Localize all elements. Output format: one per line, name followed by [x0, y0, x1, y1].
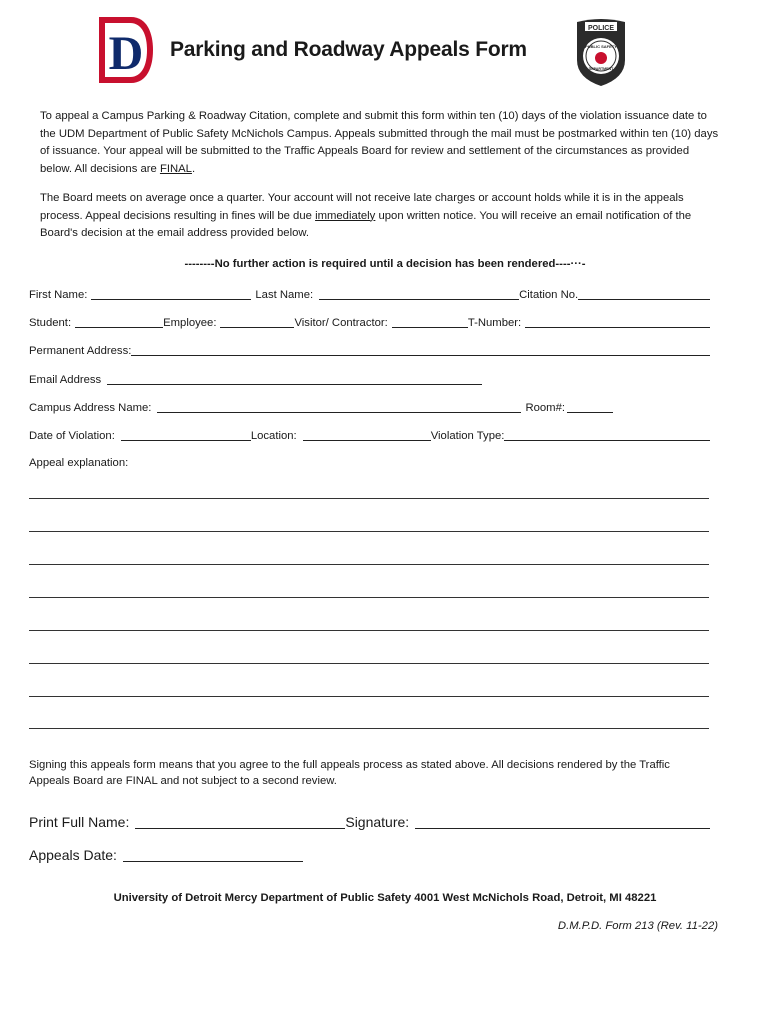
appeal-explanation-line[interactable] [29, 630, 709, 631]
student-field[interactable] [75, 327, 163, 328]
citation-no-field[interactable] [578, 299, 710, 300]
student-label: Student: [29, 317, 72, 329]
citation-no-label: Citation No. [519, 289, 579, 301]
appeal-explanation-line[interactable] [29, 531, 709, 532]
row-signature [29, 814, 710, 831]
location-label: Location: [250, 430, 297, 442]
appeal-explanation-line[interactable] [29, 728, 709, 729]
final-emphasis: FINAL [159, 162, 192, 175]
svg-text:PUBLIC SAFETY: PUBLIC SAFETY [585, 44, 617, 49]
campus-address-field[interactable] [157, 412, 521, 413]
print-name-label: Print Full Name: [29, 814, 130, 830]
permanent-address-field[interactable] [131, 355, 710, 356]
violation-type-field[interactable] [504, 440, 710, 441]
campus-address-label: Campus Address Name: [29, 402, 152, 414]
signature-label: Signature: [345, 814, 410, 830]
t-number-label: T-Number: [467, 317, 522, 329]
employee-label: Employee: [163, 317, 217, 329]
agreement-text: Signing this appeals form means that you agree to the full appeals process as stated above. All decisions rendered by the Traffic Appeals Board are FINAL and not subject to a second review. [29, 759, 670, 787]
page-title: Parking and Roadway Appeals Form [170, 38, 527, 61]
appeal-explanation-label: Appeal explanation: [29, 457, 129, 469]
row-appeals-date [29, 847, 710, 864]
violation-type-label: Violation Type: [430, 430, 505, 442]
intro-paragraph-1: To appeal a Campus Parking & Roadway Citation, complete and submit this form within ten (10) days of the violation issuance date to the UDM Department of Public Safety McNichols Campus. Appeals submitted through the mail must be postmarked within ten (10) days of issuance. Your appeal will be submitted to the Traffic Appeals Board for review and settlement of the circumstances as provided below. All decisions are FINAL. [40, 110, 719, 175]
form-number: D.M.P.D. Form 213 (Rev. 11-22) [557, 920, 718, 932]
row-name-citation [29, 286, 710, 302]
email-field[interactable] [107, 384, 482, 385]
email-label: Email Address [29, 374, 102, 386]
location-field[interactable] [303, 440, 431, 441]
last-name-label: Last Name: [255, 289, 314, 301]
university-logo [97, 15, 155, 85]
appeal-explanation-line[interactable] [29, 498, 709, 499]
svg-text:DEPARTMENT: DEPARTMENT [588, 67, 614, 71]
visitor-field[interactable] [392, 327, 468, 328]
appeal-explanation-line[interactable] [29, 663, 709, 664]
immediately-emphasis: immediately [315, 209, 376, 222]
row-email [29, 371, 710, 387]
room-field[interactable] [567, 412, 613, 413]
first-name-label: First Name: [29, 289, 88, 301]
visitor-label: Visitor/ Contractor: [294, 317, 388, 329]
date-of-violation-label: Date of Violation: [29, 430, 115, 442]
row-permanent-address [29, 342, 710, 358]
date-of-violation-field[interactable] [121, 440, 251, 441]
row-violation [29, 427, 710, 443]
print-name-field[interactable] [135, 828, 345, 829]
permanent-address-label: Permanent Address: [29, 345, 132, 357]
logo-letter: D [108, 27, 144, 80]
footer-address: University of Detroit Mercy Department of Public Safety 4001 West McNichols Road, Detroit, MI 48221 [113, 892, 657, 904]
notice-line: --------No further action is required until a decision has been rendered----···- [184, 258, 586, 270]
svg-text:POLICE: POLICE [587, 25, 615, 32]
intro-paragraph-2: The Board meets on average once a quarter. Your account will not receive late charges or account holds while it is in the appeals process. Appeal decisions resulting in fines will be due immediately upon written notice. You will receive an email notification of the Board's decision at the email address provided below. [40, 192, 692, 239]
first-name-field[interactable] [91, 299, 251, 300]
t-number-field[interactable] [525, 327, 710, 328]
employee-field[interactable] [220, 327, 294, 328]
appeal-explanation-line[interactable] [29, 597, 709, 598]
appeals-date-label: Appeals Date: [29, 847, 117, 863]
police-badge-icon [573, 16, 629, 88]
row-type [29, 314, 710, 330]
row-campus-address [29, 399, 710, 415]
appeal-explanation-line[interactable] [29, 696, 709, 697]
signature-field[interactable] [415, 828, 710, 829]
last-name-field[interactable] [319, 299, 519, 300]
appeals-date-field[interactable] [123, 861, 303, 862]
appeal-explanation-line[interactable] [29, 564, 709, 565]
room-label: Room#: [525, 402, 565, 414]
